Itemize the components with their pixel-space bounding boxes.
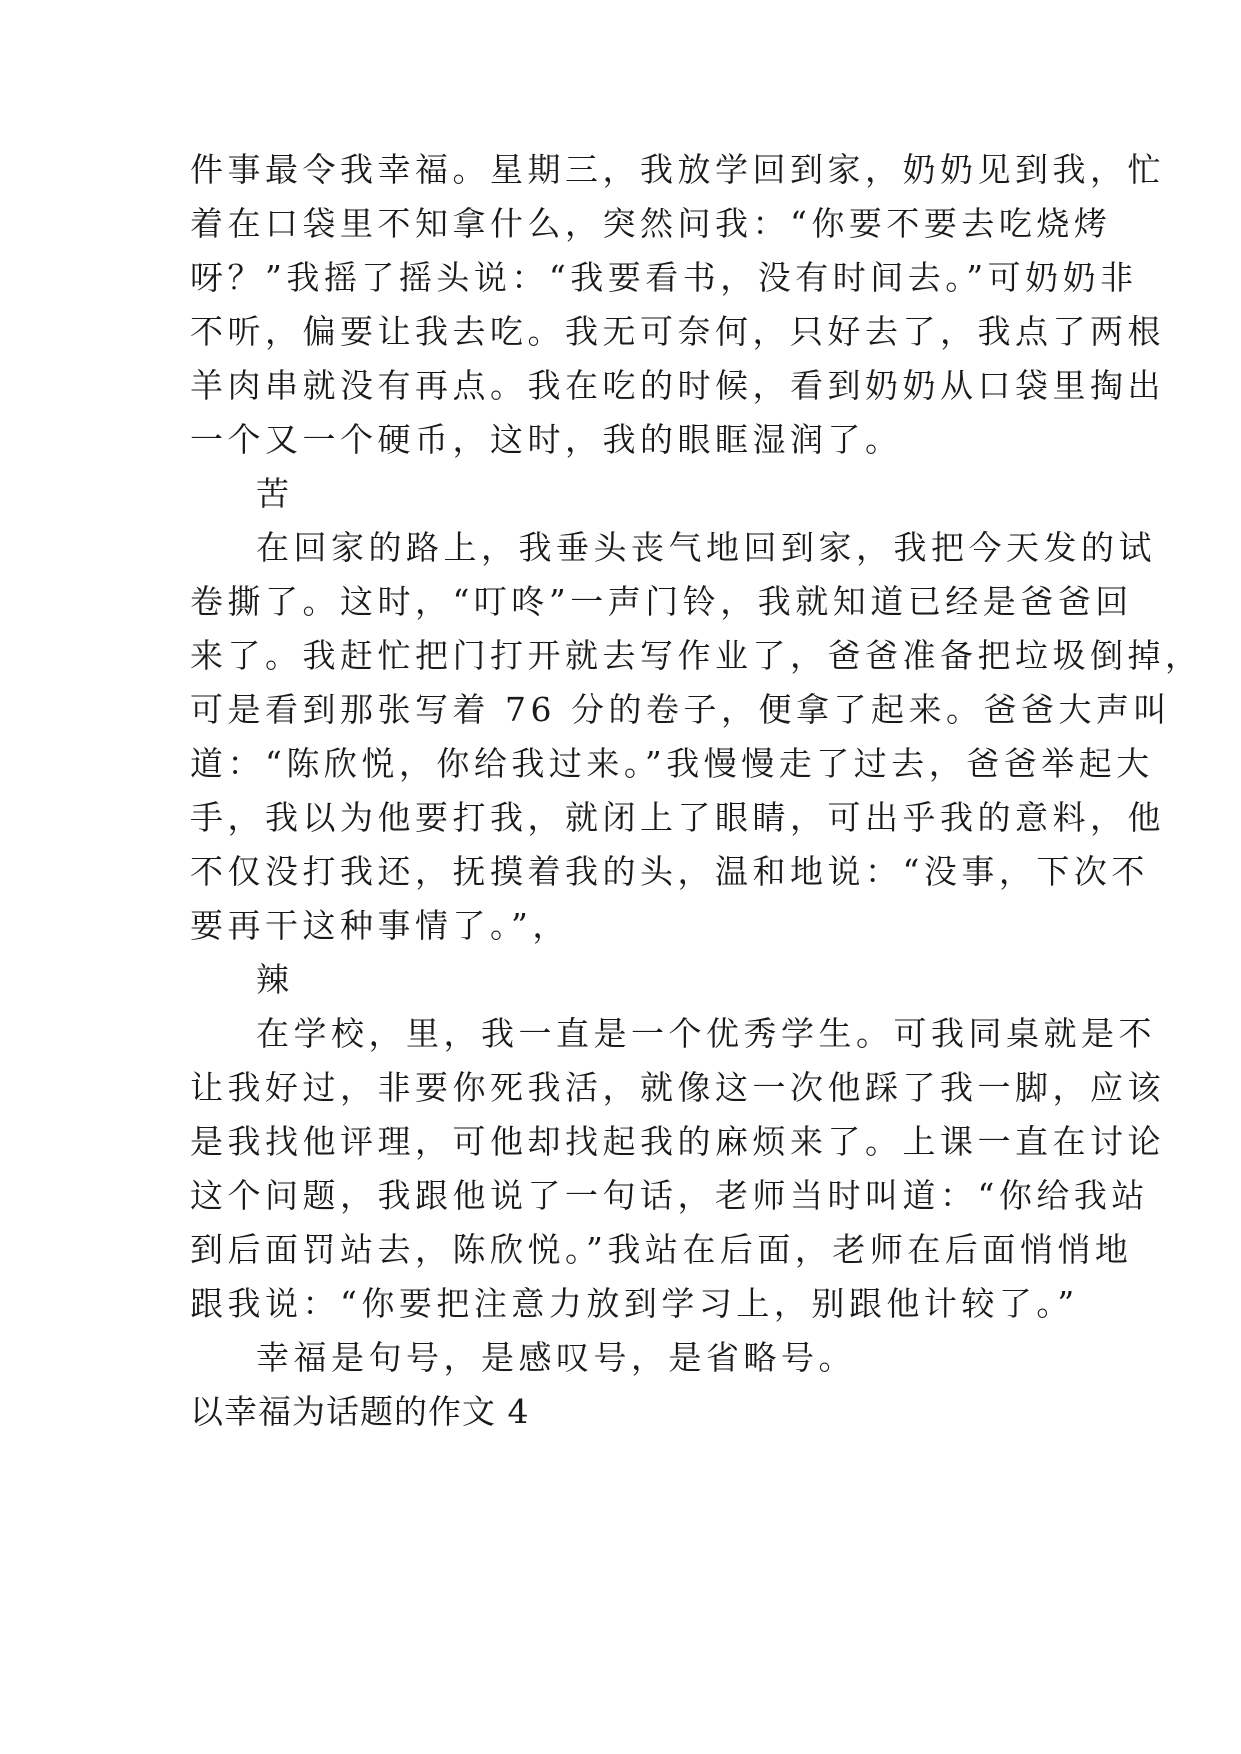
text-line: 羊肉串就没有再点。我在吃的时候，看到奶奶从口袋里掏出 — [190, 366, 1165, 405]
text-line: 呀？”我摇了摇头说：“我要看书，没有时间去。”可奶奶非 — [190, 258, 1138, 297]
paragraph-start: 在学校，里，我一直是一个优秀学生。可我同桌就是不 — [256, 1014, 1156, 1053]
text-line: 跟我说：“你要把注意力放到学习上，别跟他计较了。” — [190, 1284, 1079, 1323]
text-line: 要再干这种事情了。”， — [190, 906, 570, 945]
text-line: 可是看到那张写着 76 分的卷子，便拿了起来。爸爸大声叫 — [190, 690, 1171, 729]
text-line: 手，我以为他要打我，就闭上了眼睛，可出乎我的意料，他 — [190, 798, 1165, 837]
section-heading-la: 辣 — [256, 960, 294, 999]
text-line: 道：“陈欣悦，你给我过来。”我慢慢走了过去，爸爸举起大 — [190, 744, 1154, 783]
text-line: 不仅没打我还，抚摸着我的头，温和地说：“没事，下次不 — [190, 852, 1149, 891]
text-line: 这个问题，我跟他说了一句话，老师当时叫道：“你给我站 — [190, 1176, 1149, 1215]
closing-sentence: 幸福是句号，是感叹号，是省略号。 — [256, 1338, 856, 1377]
text-line: 卷撕了。这时，“叮咚”一声门铃，我就知道已经是爸爸回 — [190, 582, 1133, 621]
section-heading-ku: 苦 — [256, 474, 294, 513]
text-line: 件事最令我幸福。星期三，我放学回到家，奶奶见到我，忙 — [190, 150, 1165, 189]
text-line: 到后面罚站去，陈欣悦。”我站在后面，老师在后面悄悄地 — [190, 1230, 1133, 1269]
paragraph-start: 在回家的路上，我垂头丧气地回到家，我把今天发的试 — [256, 528, 1156, 567]
text-line: 一个又一个硬币，这时，我的眼眶湿润了。 — [190, 420, 903, 459]
text-line: 让我好过，非要你死我活，就像这一次他踩了我一脚，应该 — [190, 1068, 1165, 1107]
text-line: 来了。我赶忙把门打开就去写作业了，爸爸准备把垃圾倒掉， — [190, 636, 1203, 675]
text-line: 着在口袋里不知拿什么，突然问我：“你要不要去吃烧烤 — [190, 204, 1112, 243]
text-line: 是我找他评理，可他却找起我的麻烦来了。上课一直在讨论 — [190, 1122, 1165, 1161]
essay-title: 以幸福为话题的作文 4 — [190, 1392, 530, 1431]
text-line: 不听，偏要让我去吃。我无可奈何，只好去了，我点了两根 — [190, 312, 1165, 351]
